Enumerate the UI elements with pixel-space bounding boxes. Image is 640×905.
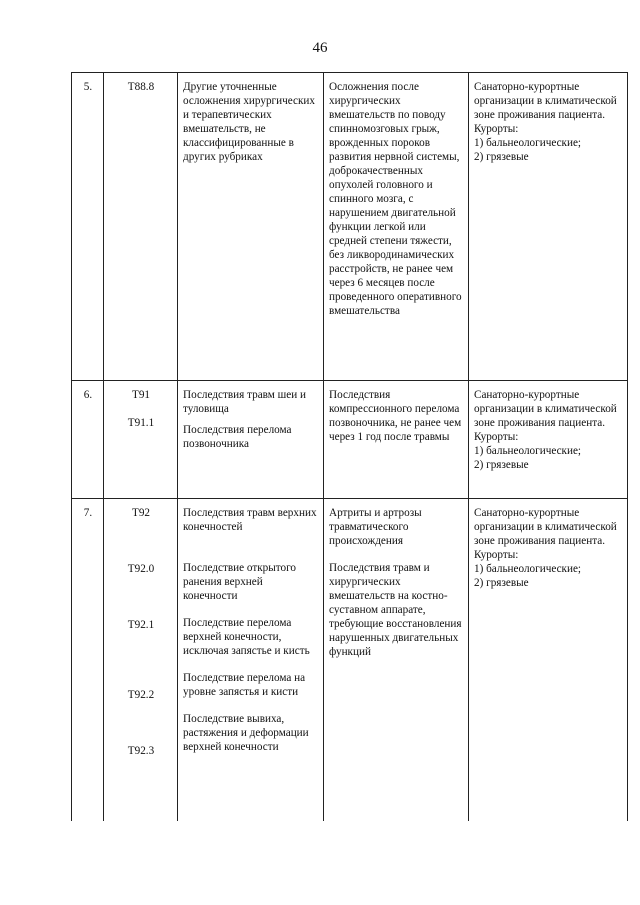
resort-type: 2) грязевые (474, 151, 529, 163)
icd-code-cell (104, 499, 178, 821)
icd-code-cell (104, 381, 178, 499)
resort-type: 1) бальнеологические; (474, 445, 582, 457)
diagnosis-text: Последствие перелома на уровне запястья и кисти (183, 672, 306, 698)
row-number: 5. (72, 73, 104, 381)
resort-type: 1) бальнеологические; (474, 137, 582, 149)
indication-cell (324, 73, 469, 381)
resorts-label: Курорты: (474, 549, 519, 561)
diagnosis-text: Последствия травм шеи и туловища (183, 389, 306, 415)
organization-text: Санаторно-курортные организации в климатической зоне проживания пациента. (474, 507, 617, 547)
row-number: 7. (72, 499, 104, 821)
indication-text: Артриты и артрозы травматического происхождения (329, 507, 422, 547)
organization-cell (469, 499, 628, 821)
icd-code: T88.8 (127, 81, 155, 93)
table-row (72, 73, 628, 381)
indication-text: Последствия травм и хирургических вмешательств на костно-суставном аппарате, требующие восстановления нарушенных двигательных функций (329, 562, 462, 658)
table-row (72, 381, 628, 499)
diagnosis-text: Последствия травм верхних конечностей (183, 507, 317, 533)
resorts-label: Курорты: (474, 431, 519, 443)
icd-code: T92.3 (127, 745, 155, 757)
diagnosis-cell (178, 73, 324, 381)
indication-text: Осложнения после хирургических вмешательств по поводу спинномозговых грыж, врожденных пороков развития нервной системы, доброкачественных опухолей головного и спинного мозга, с нарушением двигательной функции легкой или средней степени тяжести, без ликвородинамических расстройств, не ранее чем через 6 месяцев после проведенного оперативного вмешательства (329, 81, 462, 317)
indication-text: Последствия компрессионного перелома позвоночника, не ранее чем через 1 год после травмы (329, 389, 462, 443)
table-row (72, 499, 628, 821)
diagnosis-text: Другие уточненные осложнения хирургических и терапевтических вмешательств, не классифицированные в других рубриках (183, 81, 315, 163)
indication-cell (324, 381, 469, 499)
icd-code-cell (104, 73, 178, 381)
icd-code: T91 (131, 389, 151, 401)
resort-type: 2) грязевые (474, 577, 529, 589)
diagnosis-text: Последствие вывиха, растяжения и деформации верхней конечности (183, 713, 309, 753)
diagnosis-cell (178, 381, 324, 499)
icd-code: T92.0 (127, 563, 155, 575)
organization-cell (469, 73, 628, 381)
indication-cell (324, 499, 469, 821)
resort-type: 2) грязевые (474, 459, 529, 471)
resorts-label: Курорты: (474, 123, 519, 135)
diagnosis-text: Последствие перелома верхней конечности, исключая запястье и кисть (183, 617, 310, 657)
row-number: 6. (72, 381, 104, 499)
page-number: 46 (312, 40, 328, 56)
organization-cell (469, 381, 628, 499)
icd-code: T92.1 (127, 619, 155, 631)
resort-type: 1) бальнеологические; (474, 563, 582, 575)
icd-code: T91.1 (127, 417, 155, 429)
diagnosis-text: Последствия перелома позвоночника (183, 424, 292, 450)
organization-text: Санаторно-курортные организации в климатической зоне проживания пациента. (474, 389, 617, 429)
indications-table (71, 72, 628, 821)
diagnosis-cell (178, 499, 324, 821)
organization-text: Санаторно-курортные организации в климатической зоне проживания пациента. (474, 81, 617, 121)
icd-code: T92 (131, 507, 151, 519)
icd-code: T92.2 (127, 689, 155, 701)
diagnosis-text: Последствие открытого ранения верхней конечности (183, 562, 297, 602)
